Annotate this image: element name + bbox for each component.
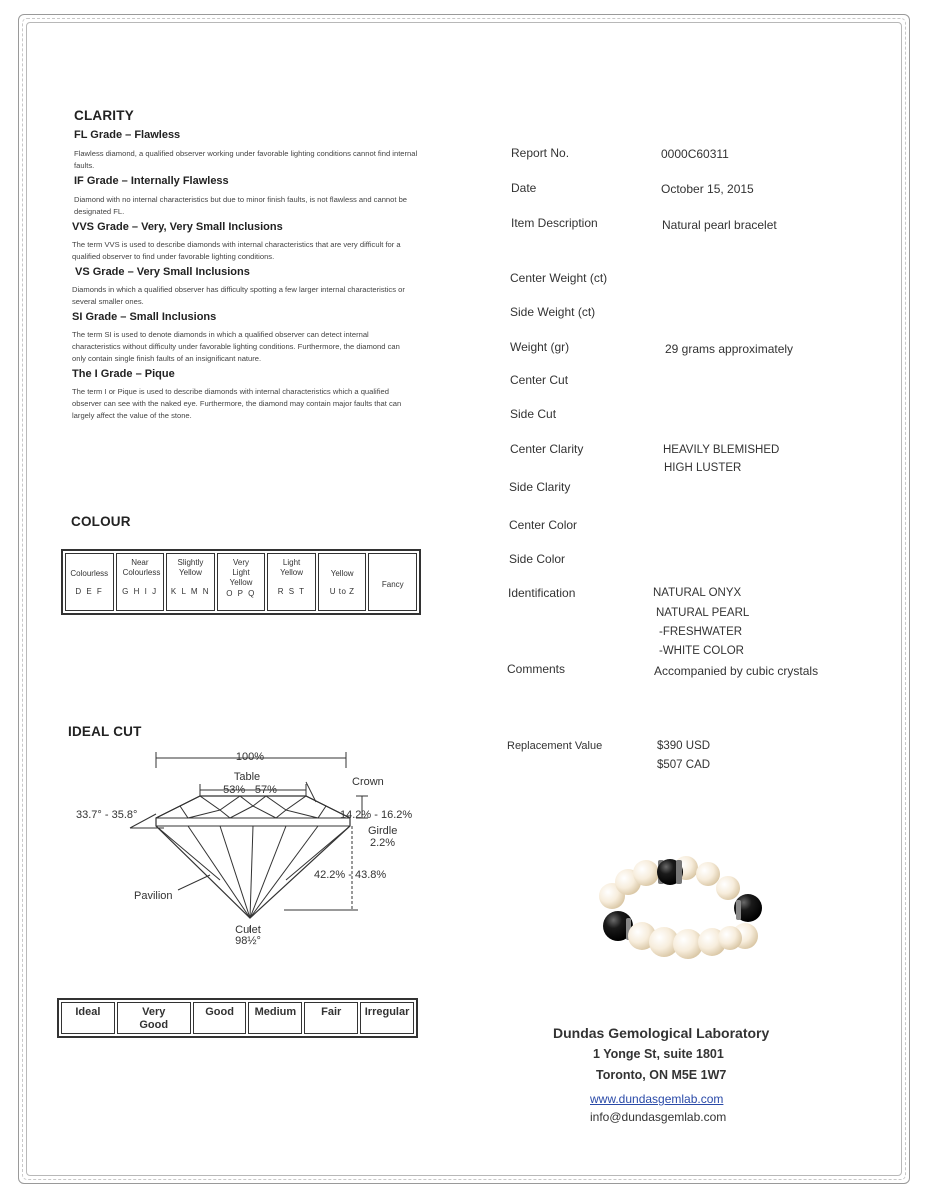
- crown-facets: [156, 796, 350, 818]
- colour-cell: Slightly Yellow K L M N: [166, 553, 215, 611]
- culet-angle-label: 98½°: [235, 935, 261, 947]
- center-clarity-value-line2: HIGH LUSTER: [664, 462, 742, 474]
- report-no-value: 0000C60311: [661, 147, 729, 161]
- center-color-label: Center Color: [509, 518, 578, 532]
- identification-line-pearl: NATURAL PEARL: [656, 607, 750, 619]
- grade-if-title: IF Grade – Internally Flawless: [74, 175, 229, 187]
- crown-facets-lower: [180, 806, 326, 818]
- crown-angle-label: 33.7° - 35.8°: [76, 809, 138, 821]
- grade-i-text: The term I or Pique is used to describe diamonds with internal characteristics which a qualified observer can see with the naked eye. Furthermore, the diamond may contain major faults that can largely affect the value of the stone.: [72, 387, 402, 420]
- grade-fl-text: Flawless diamond, a qualified observer working under favorable lighting conditions cannot find internal faults.: [74, 149, 418, 170]
- center-weight-label: Center Weight (ct): [510, 271, 608, 285]
- colour-cell: Yellow U to Z: [318, 553, 367, 611]
- pearl-bracelet-photo: [570, 838, 780, 978]
- pavilion-depth-label: 42.2% - 43.8%: [314, 869, 387, 881]
- replacement-value-label: Replacement Value: [507, 740, 603, 752]
- width-label: 100%: [235, 751, 265, 763]
- clarity-heading: CLARITY: [74, 108, 134, 123]
- report-no-label: Report No.: [511, 146, 570, 160]
- colour-cell: Very Light Yellow O P Q: [217, 553, 266, 611]
- center-clarity-label: Center Clarity: [510, 442, 584, 456]
- date-label: Date: [511, 181, 537, 195]
- side-weight-label: Side Weight (ct): [510, 305, 596, 319]
- lab-address-line2: Toronto, ON M5E 1W7: [596, 1068, 727, 1082]
- date-value: October 15, 2015: [661, 182, 754, 196]
- crown-label: Crown: [352, 776, 384, 788]
- culet-label: Culet: [235, 924, 261, 936]
- pavilion-facet: [250, 826, 253, 918]
- pavilion-facet: [250, 826, 286, 918]
- cut-grade-cell: Fair: [304, 1002, 358, 1034]
- grade-vs-text: Diamonds in which a qualified observer has difficulty spotting a few larger internal characteristics or several smaller ones.: [72, 285, 405, 306]
- pavilion-facet: [250, 826, 318, 918]
- identification-value: NATURAL ONYX: [653, 587, 742, 599]
- item-description-label: Item Description: [511, 216, 598, 230]
- pavilion-facet: [220, 826, 250, 918]
- colour-cell: Light Yellow R S T: [267, 553, 316, 611]
- grade-si-text: The term SI is used to denote diamonds in which a qualified observer can detect internal characteristics without difficulty under favorable lighting conditions. Furthermore, the diamond can only contain single finish faults of an insignificant nature.: [72, 330, 400, 363]
- diamond-proportions-diagram: [60, 740, 420, 955]
- comments-value: Accompanied by cubic crystals: [654, 664, 819, 678]
- center-clarity-value: HEAVILY BLEMISHED: [663, 444, 780, 456]
- cut-grade-cell: Ideal: [61, 1002, 115, 1034]
- crown-height-label: 14.2% - 16.2%: [340, 809, 413, 821]
- colour-cell: Fancy: [368, 553, 417, 611]
- girdle-value-label: 2.2%: [370, 837, 396, 849]
- grade-if-text: Diamond with no internal characteristics but due to minor finish faults, is not flawless and cannot be designated FL.: [74, 195, 408, 216]
- cut-grade-cell: Very Good: [117, 1002, 191, 1034]
- weight-gr-value: 29 grams approximately: [665, 342, 794, 356]
- table-range-label: 53% - 57%: [223, 784, 277, 796]
- colour-scale-table: [61, 549, 421, 615]
- grade-vvs-title: VVS Grade – Very, Very Small Inclusions: [72, 221, 283, 233]
- lab-name: Dundas Gemological Laboratory: [553, 1025, 770, 1041]
- cut-grade-cell: Irregular: [360, 1002, 414, 1034]
- side-cut-label: Side Cut: [510, 407, 557, 421]
- replacement-value-usd: $390 USD: [657, 740, 711, 752]
- grade-vs-title: VS Grade – Very Small Inclusions: [75, 266, 250, 278]
- colour-cell: Near Colourless G H I J: [116, 553, 165, 611]
- cut-grade-cell: Medium: [248, 1002, 302, 1034]
- lab-address-line1: 1 Yonge St, suite 1801: [593, 1047, 724, 1061]
- pavilion-label: Pavilion: [134, 890, 173, 902]
- grade-vvs-text: The term VVS is used to describe diamonds with internal characteristics that are very difficult for a qualified observer to find under favorable lighting conditions.: [72, 240, 401, 261]
- bracelet-beads: [599, 856, 762, 959]
- girdle-label: Girdle: [368, 825, 398, 837]
- colour-heading: COLOUR: [71, 514, 131, 529]
- center-cut-label: Center Cut: [510, 373, 569, 387]
- side-clarity-label: Side Clarity: [509, 480, 571, 494]
- table-label: Table: [233, 771, 261, 783]
- item-description-value: Natural pearl bracelet: [662, 218, 777, 232]
- ideal-cut-heading: IDEAL CUT: [68, 724, 142, 739]
- identification-line-freshwater: -FRESHWATER: [659, 626, 743, 638]
- replacement-value-cad: $507 CAD: [657, 759, 711, 771]
- pavilion-facet: [156, 826, 220, 880]
- pavilion-facet: [188, 826, 250, 918]
- weight-gr-label: Weight (gr): [510, 340, 570, 354]
- grade-si-title: SI Grade – Small Inclusions: [72, 311, 217, 323]
- cut-grade-cell: Good: [193, 1002, 247, 1034]
- lab-website-link[interactable]: www.dundasgemlab.com: [590, 1092, 724, 1106]
- side-color-label: Side Color: [509, 552, 566, 566]
- comments-label: Comments: [507, 662, 566, 676]
- cut-grade-table: [57, 998, 418, 1038]
- grade-i-title: The I Grade – Pique: [72, 368, 175, 380]
- grade-fl-title: FL Grade – Flawless: [74, 129, 181, 141]
- identification-line-white: -WHITE COLOR: [659, 645, 744, 657]
- colour-cell: Colourless D E F: [65, 553, 114, 611]
- identification-label: Identification: [508, 586, 576, 600]
- lab-email[interactable]: info@dundasgemlab.com: [590, 1110, 727, 1124]
- pavilion-leader-line: [178, 875, 210, 890]
